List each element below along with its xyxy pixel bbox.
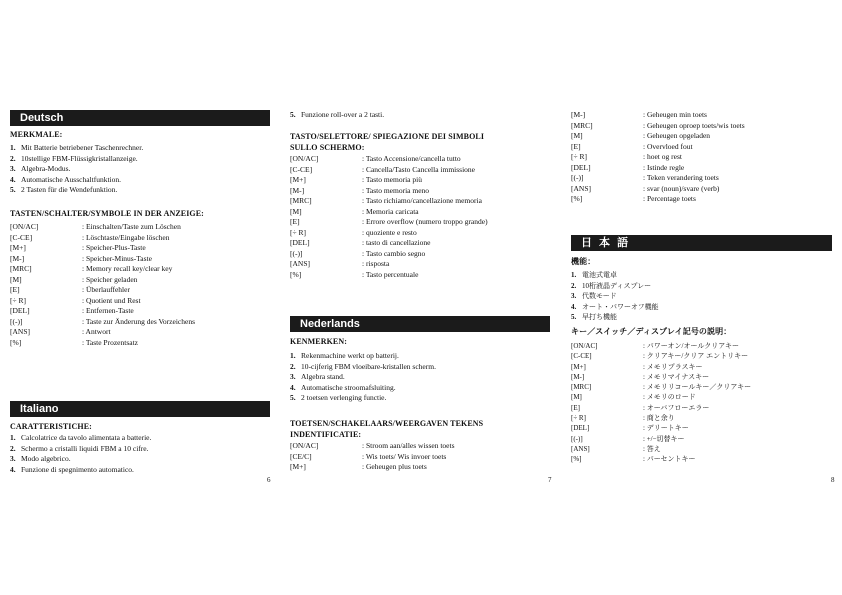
table-row: [C-CE] : Löschtaste/Eingabe löschen	[10, 232, 170, 242]
table-row: [ANS] : risposta	[290, 259, 390, 268]
table-row: [(-)] : Taste zur Änderung des Vorzeichens	[10, 316, 195, 326]
list-item: 3. Algebra-Modus.	[10, 164, 71, 173]
table-row: [M-] : メモリマイナスキー	[571, 372, 710, 381]
section-bar-deutsch: Deutsch	[10, 110, 270, 126]
list-item: 5. 早打ち機能	[571, 313, 617, 321]
key-table-deutsch	[10, 222, 272, 348]
list-item: 2. Schermo a cristalli liquidi FBM a 10 cifre.	[10, 443, 149, 453]
table-row: [DEL] : デリートキー	[571, 424, 689, 433]
list-item: 1. Rekenmachine werkt op batterij.	[290, 351, 399, 360]
feature-list-nederlands	[290, 351, 436, 404]
heading-key-switch: キー／スイッチ／ディスプレイ記号の説明：	[571, 327, 732, 336]
table-row: [%] : Taste Prozentsatz	[10, 337, 138, 347]
table-row: [DEL] : Entfernen-Taste	[10, 306, 134, 315]
table-row: [M] : Memoria caricata	[290, 206, 419, 216]
heading-toetsen: TOETSEN/SCHAKELAARS/WEERGAVEN TEKENS	[290, 419, 484, 428]
table-row: [M-] : Speicher-Minus-Taste	[10, 253, 152, 263]
feature-item-italiano-5: 5. Funzione roll-over a 2 tasti.	[290, 110, 385, 119]
list-item: 1. Mit Batterie betriebener Taschenrechner.	[10, 143, 144, 152]
list-item: 4. Funzione di spegnimento automatico.	[10, 464, 134, 474]
table-row: [÷ R] : 商と余り	[571, 414, 675, 423]
list-item: 4. Automatische stroomafsluiting.	[290, 382, 396, 392]
table-row: [÷ R] : quoziente e resto	[290, 227, 417, 237]
heading-indentificatie: INDENTIFICATIE:	[290, 430, 362, 439]
table-row: [ANS] : 答え	[571, 444, 661, 453]
key-table-nederlands-cont	[571, 110, 833, 205]
table-row: [%] : パーセントキー	[571, 455, 696, 464]
table-row: [ANS] : svar (noun)/svare (verb)	[571, 183, 720, 193]
table-row: [ON/AC] : パワーオン/オールクリアキー	[571, 342, 739, 350]
list-item: 3. 代数モード	[571, 292, 617, 300]
section-bar-nederlands: Nederlands	[290, 316, 550, 332]
table-row: [(-)] : Tasto cambio segno	[290, 248, 426, 258]
table-row: [DEL] : Istinde regle	[571, 162, 685, 172]
table-row: [(-)] : +/−切替キー	[571, 434, 685, 443]
table-row: [÷ R] : Quotient und Rest	[10, 295, 141, 305]
list-item: 2. 10stellige FBM-Flüssigkristallanzeige.	[10, 153, 138, 163]
key-table-japanese	[571, 341, 833, 465]
table-row: [E] : Errore overflow (numero troppo grande)	[290, 217, 488, 226]
table-row: [MRC] : メモリリコールキー／クリアキー	[571, 383, 752, 392]
table-row: [÷ R] : hoet og rest	[571, 152, 682, 161]
page-number: 8	[831, 476, 835, 484]
heading-caratteristiche: CARATTERISTICHE:	[10, 422, 92, 431]
list-item: 2. 10-cijferig FBM vloeibare-kristallen scherm.	[290, 361, 436, 371]
table-row: [DEL] : tasto di cancellazione	[290, 238, 431, 247]
feature-list-japanese	[571, 270, 659, 323]
heading-merkmale: MERKMALE:	[10, 130, 63, 139]
table-row: [C-CE] : Cancella/Tasto Cancella immissione	[290, 164, 475, 174]
list-item: 4. オート・パワーオフ機能	[571, 302, 659, 311]
table-row: [%] : Tasto percentuale	[290, 269, 419, 279]
table-row: [M+] : Tasto memoria più	[290, 175, 422, 184]
table-row: [M+] : Geheugen plus toets	[290, 462, 427, 471]
page-number: 7	[548, 476, 552, 484]
table-row: [M] : Geheugen opgeladen	[571, 131, 711, 140]
feature-list-italiano	[10, 433, 151, 475]
page-number: 6	[267, 476, 271, 484]
list-item: 5. 2 Tasten für die Wendefunktion.	[10, 185, 118, 194]
list-item: 4. Automatische Ausschaltfunktion.	[10, 174, 121, 184]
table-row: [ON/AC] : Einschalten/Taste zum Löschen	[10, 222, 181, 231]
heading-tasten: TASTEN/SCHALTER/SYMBOLE IN DER ANZEIGE:	[10, 209, 204, 218]
list-item: 1. Calcolatrice da tavolo alimentata a batterie.	[10, 433, 152, 442]
table-row: [M-] : Geheugen min toets	[571, 110, 707, 119]
section-bar-japanese: 日 本 語	[571, 235, 832, 251]
table-row: [M+] : Speicher-Plus-Taste	[10, 243, 146, 252]
table-row: [ON/AC] : Tasto Accensione/cancella tutto	[290, 154, 461, 163]
table-row: [CE/C] : Wis toets/ Wis invoer toets	[290, 451, 447, 461]
heading-kinou: 機能：	[571, 257, 596, 266]
table-row: [E] : オーバフローエラー	[571, 403, 710, 412]
feature-list-deutsch	[10, 143, 143, 196]
table-row: [M+] : メモリプラスキー	[571, 362, 703, 371]
section-bar-italiano: Italiano	[10, 401, 270, 417]
heading-kenmerken: KENMERKEN:	[290, 337, 347, 346]
list-item: 3. Algebra stand.	[290, 372, 345, 381]
key-table-italiano	[290, 154, 552, 280]
table-row: [C-CE] : クリアキー/クリア エントリキー	[571, 352, 749, 361]
list-item: 5. 2 toetsen verlenging functie.	[290, 393, 387, 402]
table-row: [M-] : Tasto memoria meno	[290, 185, 430, 195]
table-row: [MRC] : Tasto richiamo/cancellazione memoria	[290, 196, 482, 205]
list-item: 1. 電池式電卓	[571, 271, 617, 279]
table-row: [ON/AC] : Stroom aan/alles wissen toets	[290, 441, 455, 450]
table-row: [M] : メモリのロード	[571, 393, 696, 402]
list-item: 3. Modo algebrico.	[10, 454, 71, 463]
heading-tasto-selettore: TASTO/SELETTORE/ SPIEGAZIONE DEI SIMBOLI	[290, 132, 485, 141]
table-row: [MRC] : Geheugen oproep toets/wis toets	[571, 120, 745, 130]
list-item: 2. 10桁液晶ディスプレー	[571, 281, 652, 290]
table-row: [E] : Overvloed fout	[571, 141, 693, 151]
table-row: [%] : Percentage toets	[571, 194, 696, 203]
table-row: [(-)] : Teken verandering toets	[571, 173, 719, 182]
heading-sullo-schermo: SULLO SCHERMO:	[290, 143, 365, 152]
table-row: [ANS] : Antwort	[10, 327, 111, 336]
table-row: [MRC] : Memory recall key/clear key	[10, 264, 173, 273]
key-table-nederlands	[290, 441, 552, 473]
table-row: [E] : Überlauffehler	[10, 285, 130, 294]
table-row: [M] : Speicher geladen	[10, 274, 138, 284]
